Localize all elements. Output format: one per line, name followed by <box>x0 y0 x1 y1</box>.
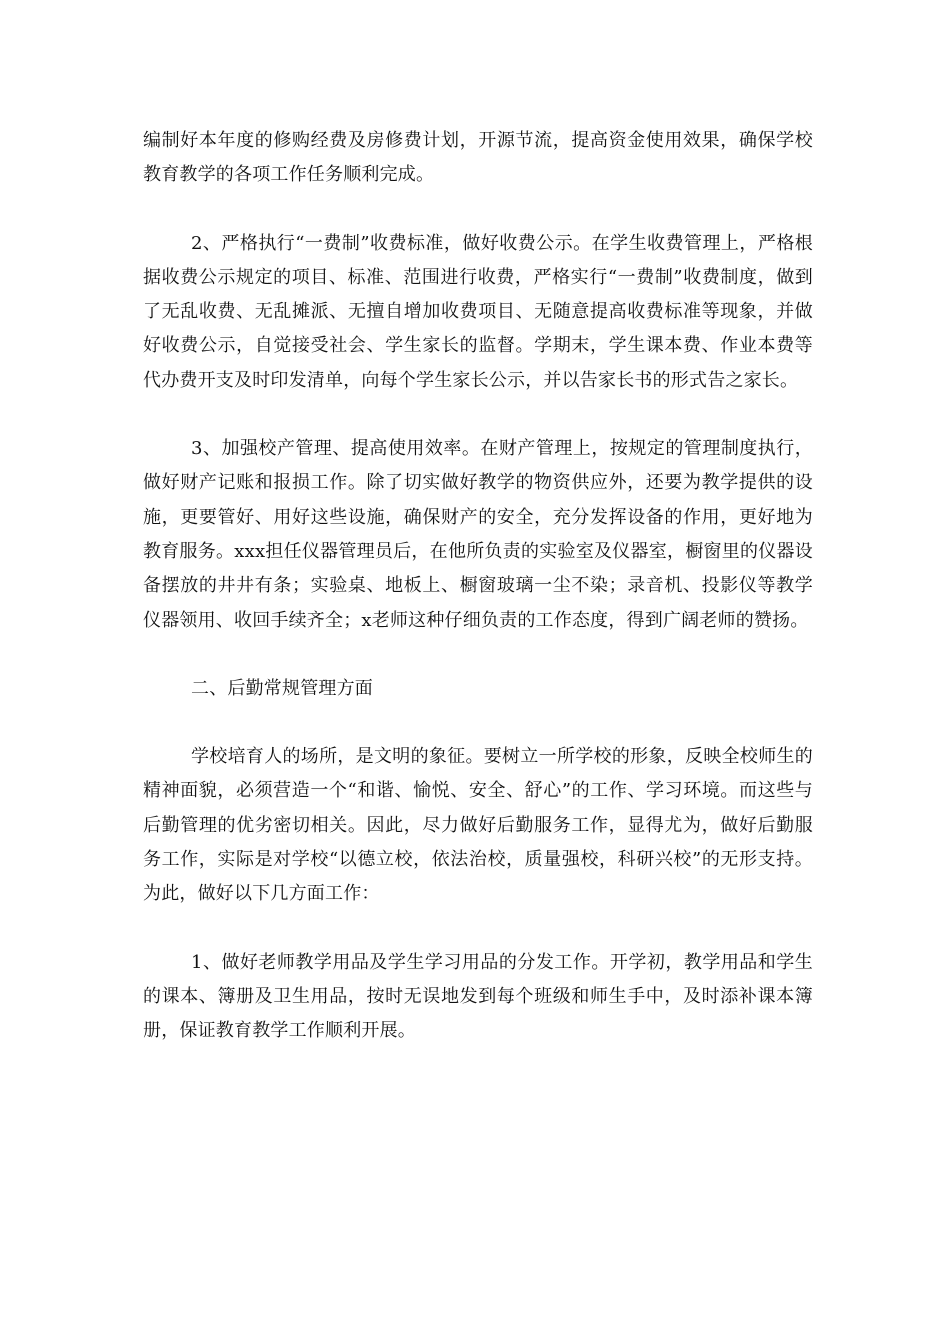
paragraph-gap <box>143 706 813 740</box>
section-heading-logistics: 二、后勤常规管理方面 <box>191 677 373 699</box>
paragraph-supplies-distribution: 1、做好老师教学用品及学生学习用品的分发工作。开学初，教学用品和学生的课本、簿册及卫生用品，按时无误地发到每个班级和师生手中，及时添补课本簿册，保证教育教学工作顺利开展。 <box>143 951 813 1042</box>
document-body <box>143 124 813 1049</box>
paragraph-asset-management: 3、加强校产管理、提高使用效率。在财产管理上，按规定的管理制度执行，做好财产记账和报损工作。除了切实做好教学的物资供应外，还要为教学提供的设施，更要管好、用好这些设施，确保财产的安全，充分发挥设备的作用，更好地为教育服务。xxx担任仪器管理员后，在他所负责的实验室及仪器室，橱窗里的仪器设备摆放的井井有条；实验桌、地板上、橱窗玻璃一尘不染；录音机、投影仪等教学仪器领用、收回手续齐全；x老师这种仔细负责的工作态度，得到广阔老师的赞扬。 <box>143 438 813 631</box>
paragraph-fee-standard: 2、严格执行“一费制”收费标准，做好收费公示。在学生收费管理上，严格根据收费公示规定的项目、标准、范围进行收费，严格实行“一费制”收费制度，做到了无乱收费、无乱摊派、无擅自增加收费项目、无随意提高收费标准等现象，并做好收费公示，自觉接受社会、学生家长的监督。学期末，学生课本费、作业本费等代办费开支及时印发清单，向每个学生家长公示，并以告家长书的形式告之家长。 <box>143 232 813 391</box>
paragraph-gap <box>143 193 813 227</box>
paragraph-continuation: 编制好本年度的修购经费及房修费计划，开源节流，提高资金使用效果，确保学校教育教学的各项工作任务顺利完成。 <box>143 130 813 186</box>
paragraph-school-environment: 学校培育人的场所，是文明的象征。要树立一所学校的形象，反映全校师生的精神面貌，必须营造一个“和谐、愉悦、安全、舒心”的工作、学习环境。而这些与后勤管理的优劣密切相关。因此，尽力做好后勤服务工作，显得尤为，做好后勤服务工作，实际是对学校“以德立校，依法治校，质量强校，科研兴校”的无形支持。为此，做好以下几方面工作： <box>143 746 813 905</box>
paragraph-gap <box>143 398 813 432</box>
paragraph-gap <box>143 912 813 946</box>
paragraph-gap <box>143 638 813 672</box>
